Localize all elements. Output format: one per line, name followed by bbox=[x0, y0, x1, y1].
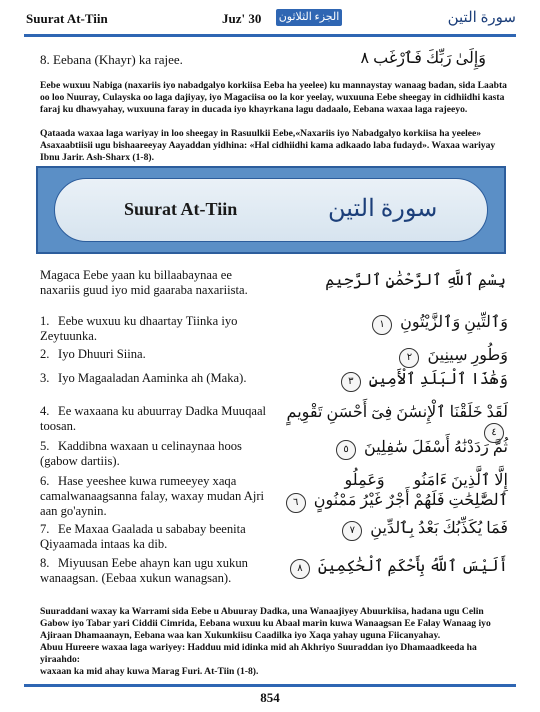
page-number: 854 bbox=[260, 690, 280, 705]
verse-4-arabic: لَقَدْ خَلَقْنَا ٱلْإِنسَٰنَ فِىٓ أَحْسَنِ تَقْوِيمٍ ٤ bbox=[282, 402, 508, 443]
verse-6-arabic: إِلَّا ٱلَّذِينَ ءَامَنُوا۟ وَعَمِلُوا۟ ٱلصَّٰلِحَٰتِ فَلَهُمْ أَجْرٌ غَيْرُ مَمْنُونٍ ٦ bbox=[282, 470, 508, 513]
verse-1-arabic: وَٱلتِّينِ وَٱلزَّيْتُونِ ١ bbox=[282, 312, 508, 335]
previous-surah-commentary: Eebe wuxuu Nabiga (naxariis iyo nabadgalyo korkiisa Eeba ha yeelee) ku mannaystay wanaag badan, sida Laabta oo loo Nuuray, Culayska oo laga dajiyay, iyo Magaciisa oo la kor yeelay, wuxuuna Eebe sheegay in cidhiidhi kasta faraj ku dhawyahay, wuxuuna faray in ducada iyo khayrkana lagu dadaalo, Eebana waxaa laga rajeeyo. bbox=[40, 80, 507, 115]
hadith-note: Abuu Hureere waxaa laga wariyey: Hadduu mid idinka mid ah Akhriyo Suuraddan iyo Dhamaadkeeda ha yiraahdo: bbox=[40, 642, 477, 665]
page-header bbox=[0, 6, 540, 32]
basmala-arabic: بِسْمِ ٱللَّهِ ٱلرَّحْمَٰنِ ٱلرَّحِيمِ bbox=[325, 272, 506, 289]
verse-5: 5. Kaddibna waxaan u celinaynaa hoos (gabow dartiis). bbox=[40, 439, 242, 468]
surah-name-header: Suurat At-Tiin bbox=[26, 11, 108, 26]
previous-surah-hadith-note: Qataada waxaa laga wariyay in loo sheegay in Rasuulkii Eebe,«Naxariis iyo Nabadgalyo korkiisa ha yeelee» Asaxaabtiisii ugu bishaareeyay Aayaddan yidhina: «Hal cidhiidhi kama adkaado laba fudayd». Waxaa wariyay Ibnu Jarir. Ash-Sharx (1-8). bbox=[40, 128, 496, 163]
verse-7-arabic: فَمَا يُكَذِّبُكَ بَعْدُ بِٱلدِّينِ ٧ bbox=[282, 518, 508, 541]
verse-7: 7. Ee Maxaa Gaalada u sababay beenita Qiyaamada intaas ka dib. bbox=[40, 522, 246, 551]
surah-summary-note: Suuraddani waxay ka Warrami sida Eebe u Abuuray Dadka, una Wanaajiyey Abuurkiisa, hadana ugu Celin Gabow iyo Tabar yari Ciddii Cimrida, Eebana wuxuu ku Abaal marin kuwa Wanaagsan Ee Falay Wanaag iyo Ajiraan Dhamaanayn, Eebana waa kan Xukunkiisu Caadilka iyo Xaqa yahay uguna Fiicanyahay. bbox=[40, 606, 491, 641]
juz-arabic-badge: الجزء الثلاثون bbox=[276, 9, 342, 26]
verse-2-arabic: وَطُورِ سِينِينَ ٢ bbox=[282, 345, 508, 368]
verse-2: 2. Iyo Dhuuri Siina. bbox=[40, 347, 146, 361]
verse-8-arabic: أَلَيْسَ ٱللَّهُ بِأَحْكَمِ ٱلْحَٰكِمِينَ ٨ bbox=[282, 556, 508, 579]
verse-5-arabic: ثُمَّ رَدَدْنَٰهُ أَسْفَلَ سَٰفِلِينَ ٥ bbox=[282, 437, 508, 460]
verse-3-arabic: وَهَٰذَا ٱلْبَلَدِ ٱلْأَمِينِ ٣ bbox=[282, 369, 508, 392]
verse-4: 4. Ee waxaana ku abuurray Dadka Muuqaal toosan. bbox=[40, 404, 267, 433]
banner-arabic-title: سورة التين bbox=[328, 196, 438, 222]
footer-rule bbox=[24, 684, 516, 687]
surah-title-banner bbox=[36, 166, 506, 254]
banner-title: Suurat At-Tiin bbox=[124, 199, 238, 219]
verse-6: 6. Hase yeeshee kuwa rumeeyey xaqa camalwanaagsanna falay, waxay mudan Ajri aan go'aynin. bbox=[40, 474, 265, 518]
basmala-translation: Magaca Eebe yaan ku billaabaynaa ee naxariis guud iyo mid gaaraba naxariista. bbox=[40, 268, 248, 297]
hadith-note-end: waxaan ka mid ahay kuwa Marag Furi. At-Tiin (1-8). bbox=[40, 666, 259, 677]
verse-8: 8. Miyuusan Eebe ahayn kan ugu xukun wanaagsan. (Eebaa xukun wanagsan). bbox=[40, 556, 248, 585]
previous-verse-arabic: وَإِلَىٰ رَبِّكَ فَٱرْغَب ٨ bbox=[360, 50, 486, 67]
verse-1: 1. Eebe wuxuu ku dhaartay Tiinka iyo Zeytuunka. bbox=[40, 314, 238, 343]
verse-3: 3. Iyo Magaaladan Aaminka ah (Maka). bbox=[40, 371, 247, 385]
surah-arabic-header: سورة التين bbox=[447, 10, 516, 26]
previous-verse-translation: 8. Eebana (Khayr) ka rajee. bbox=[40, 52, 183, 67]
juz-label: Juz' 30 bbox=[222, 11, 262, 26]
header-rule bbox=[24, 34, 516, 37]
